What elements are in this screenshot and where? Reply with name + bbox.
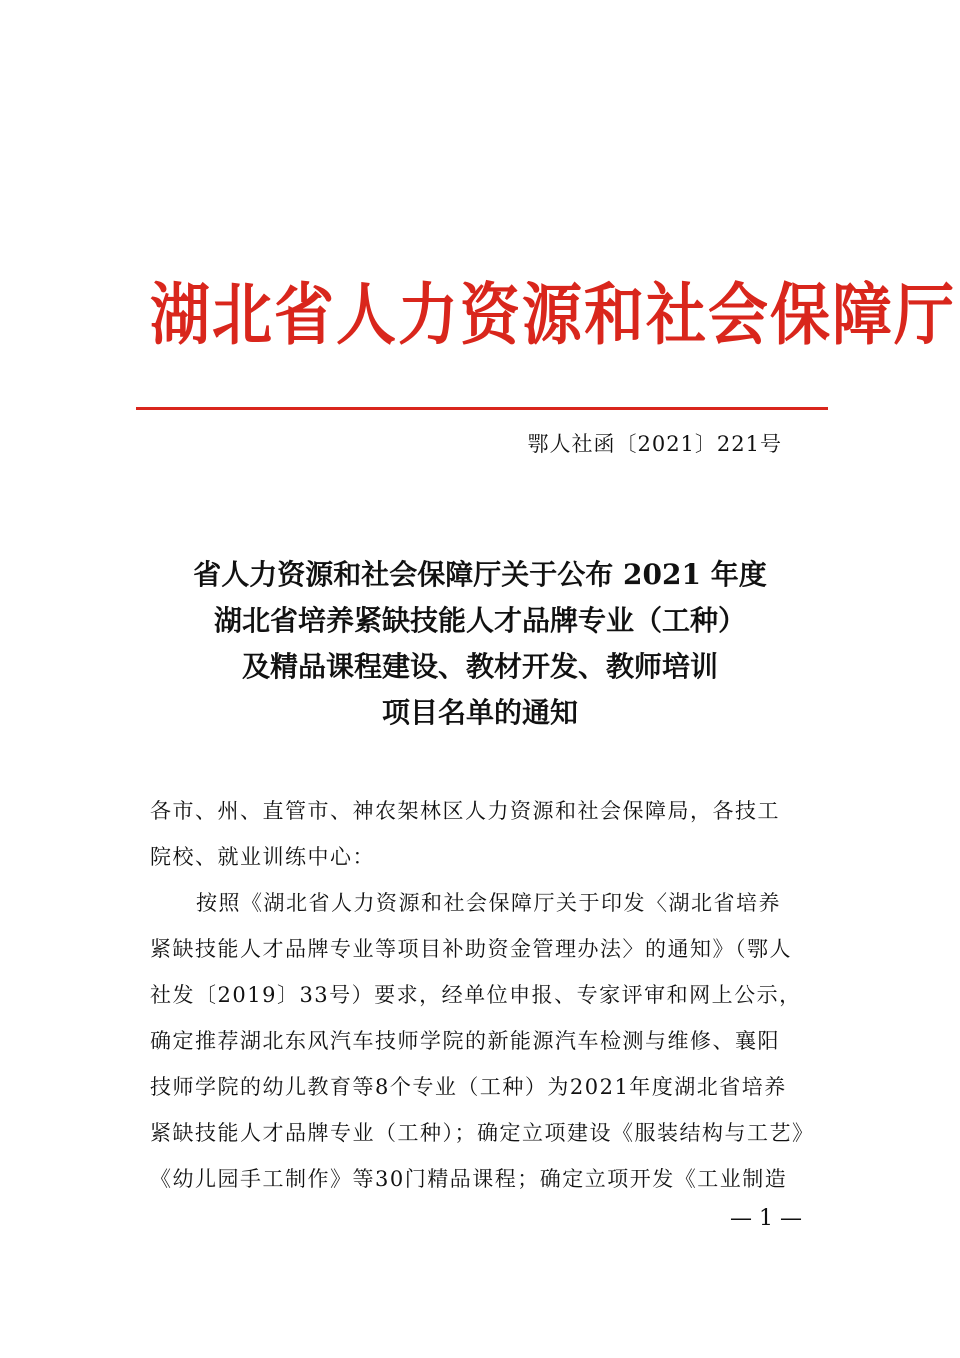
paragraph-line: 《幼儿园手工制作》等30门精品课程；确定立项开发《工业制造	[150, 1167, 788, 1191]
document-number: 鄂人社函〔2021〕221号	[527, 432, 782, 456]
paragraph-line: 技师学院的幼儿教育等8个专业（工种）为2021年度湖北省培养	[150, 1075, 787, 1099]
document-title	[140, 552, 820, 736]
document-body	[150, 788, 815, 1202]
title-line: 省人力资源和社会保障厅关于公布 2021 年度	[193, 558, 767, 591]
title-line: 湖北省培养紧缺技能人才品牌专业（工种）	[213, 604, 746, 637]
header-divider	[136, 407, 828, 410]
issuer-masthead: 湖北省人力资源和社会保障厅	[150, 276, 956, 355]
paragraph-line: 确定推荐湖北东风汽车技师学院的新能源汽车检测与维修、襄阳	[150, 1029, 780, 1053]
salutation-line: 各市、州、直管市、神农架林区人力资源和社会保障局，各技工	[150, 799, 780, 823]
title-line: 项目名单的通知	[381, 696, 578, 729]
salutation-line: 院校、就业训练中心：	[150, 845, 375, 869]
paragraph-line: 社发〔2019〕33号）要求，经单位申报、专家评审和网上公示，	[150, 983, 802, 1007]
page-number: — 1 —	[730, 1206, 802, 1231]
paragraph-line: 紧缺技能人才品牌专业等项目补助资金管理办法〉的通知》（鄂人	[150, 937, 792, 961]
paragraph-line: 按照《湖北省人力资源和社会保障厅关于印发〈湖北省培养	[196, 891, 781, 915]
title-line: 及精品课程建设、教材开发、教师培训	[241, 650, 718, 683]
paragraph-line: 紧缺技能人才品牌专业（工种）；确定立项建设《服装结构与工艺》	[150, 1121, 815, 1145]
